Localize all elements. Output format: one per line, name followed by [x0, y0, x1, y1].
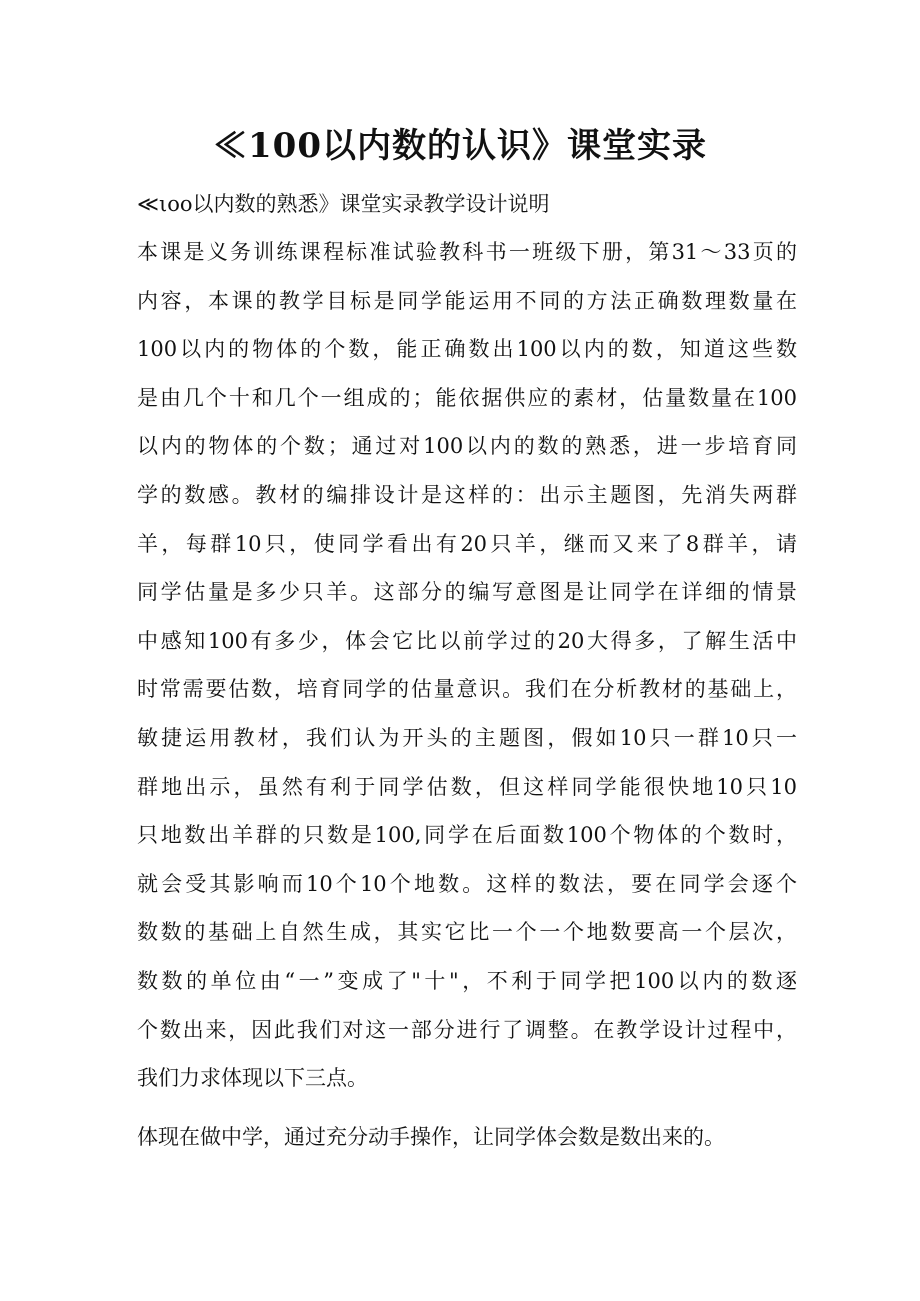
- paragraph-line: 同学估量是多少只羊。这部分的编写意图是让同学在详细的情景: [137, 580, 797, 605]
- paragraph-line: 数数的基础上自然生成，其实它比一个一个地数要高一个层次，: [137, 920, 797, 945]
- paragraph-line: 中感知100有多少，体会它比以前学过的20大得多，了解生活中: [137, 628, 797, 653]
- document-subtitle: ≪ιoo以内数的熟悉》课堂实录教学设计说明: [137, 192, 550, 216]
- paragraph-line: 本课是义务训练课程标准试验教科书一班级下册，第31～33页的: [137, 240, 797, 264]
- paragraph-line: 群地出示，虽然有利于同学估数，但这样同学能很快地10只10: [137, 774, 797, 799]
- paragraph-line: 就会受其影响而10个10个地数。这样的数法，要在同学会逐个: [137, 871, 797, 896]
- body-paragraph: [137, 228, 797, 1103]
- paragraph-line: 是由几个十和几个一组成的；能依据供应的素材，估量数量在100: [137, 385, 797, 410]
- paragraph-line: 敏捷运用教材，我们认为开头的主题图，假如10只一群10只一: [137, 725, 797, 750]
- paragraph-line: 我们力求体现以下三点。: [137, 1066, 368, 1091]
- paragraph-line: 以内的物体的个数；通过对100以内的数的熟悉，进一步培育同: [137, 434, 797, 459]
- paragraph-line: 100以内的物体的个数，能正确数出100以内的数，知道这些数: [137, 337, 797, 362]
- paragraph-line: 羊，每群10只，使同学看出有20只羊，继而又来了8群羊，请: [137, 531, 797, 556]
- paragraph-line: 内容，本课的教学目标是同学能运用不同的方法正确数理数量在: [137, 288, 797, 313]
- paragraph-line: 只地数出羊群的只数是100,同学在后面数100个物体的个数时，: [137, 823, 797, 848]
- page-title: ≪100以内数的认识》课堂实录: [213, 126, 707, 166]
- paragraph-line: 数数的单位由“一”变成了"十"，不利于同学把100以内的数逐: [137, 968, 797, 993]
- paragraph-line: 个数出来，因此我们对这一部分进行了调整。在教学设计过程中，: [137, 1017, 797, 1042]
- closing-line: 体现在做中学，通过充分动手操作，让同学体会数是数出来的。: [137, 1125, 725, 1149]
- paragraph-line: 学的数感。教材的编排设计是这样的：出示主题图，先消失两群: [137, 482, 797, 507]
- paragraph-line: 时常需要估数，培育同学的估量意识。我们在分析教材的基础上，: [137, 677, 797, 702]
